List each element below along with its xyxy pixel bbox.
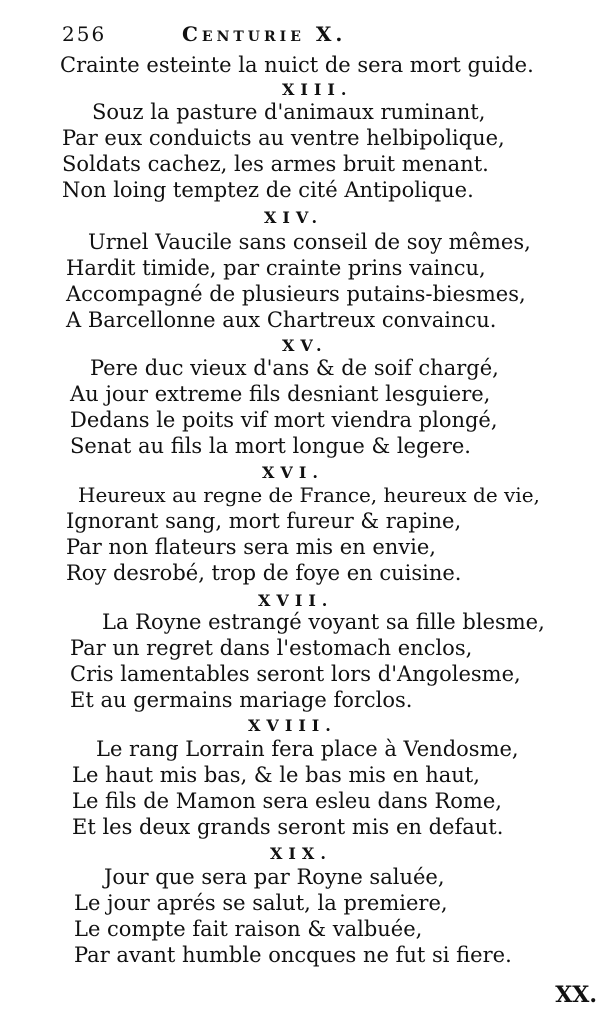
- quatrain-numeral: XIV.: [264, 208, 324, 227]
- verse-line: Roy desrobé, trop de foye en cuisine.: [66, 561, 462, 585]
- quatrain-numeral: XVII.: [258, 591, 334, 610]
- verse-line: Pere duc vieux d'ans & de soif chargé,: [90, 356, 499, 380]
- verse-line: Dedans le poits vif mort viendra plongé,: [70, 408, 498, 432]
- verse-line: Par eux conduicts au ventre helbipolique,: [62, 126, 505, 150]
- verse-line: Jour que sera par Royne saluée,: [104, 865, 445, 889]
- verse-line: Non loing temptez de cité Antipolique.: [62, 178, 474, 202]
- verse-line: Le fils de Mamon sera esleu dans Rome,: [72, 789, 502, 813]
- verse-line: Urnel Vaucile sans conseil de soy mêmes,: [88, 230, 531, 254]
- quatrain-numeral: XVI.: [262, 463, 324, 482]
- verse-line: Cris lamentables seront lors d'Angolesme,: [70, 662, 521, 686]
- verse-line: Et au germains mariage forclos.: [70, 688, 413, 712]
- verse-line: Par un regret dans l'estomach enclos,: [70, 636, 473, 660]
- page-number: 256: [62, 22, 107, 46]
- quatrain-numeral: XV.: [282, 336, 328, 355]
- verse-line: Souz la pasture d'animaux ruminant,: [92, 100, 486, 124]
- verse-line: Ignorant sang, mort fureur & rapine,: [66, 509, 462, 533]
- verse-line-carryover: Crainte esteinte la nuict de sera mort guide.: [60, 53, 534, 77]
- verse-line: Senat au fils la mort longue & legere.: [70, 434, 471, 458]
- verse-line: Hardit timide, par crainte prins vaincu,: [66, 256, 486, 280]
- verse-line: Et les deux grands seront mis en defaut.: [72, 815, 504, 839]
- verse-line: Heureux au regne de France, heureux de vie,: [78, 483, 540, 507]
- quatrain-numeral: XIX.: [270, 844, 332, 863]
- verse-line: Le jour aprés se salut, la premiere,: [74, 891, 448, 915]
- verse-line: Au jour extreme fils desniant lesguiere,: [70, 382, 491, 406]
- quatrain-numeral: XIII.: [282, 80, 353, 99]
- quatrain-numeral: XVIII.: [248, 716, 337, 735]
- verse-line: La Royne estrangé voyant sa fille blesme,: [102, 610, 545, 634]
- verse-line: Par non flateurs sera mis en envie,: [66, 535, 436, 559]
- catchword: XX.: [555, 982, 597, 1008]
- verse-line: Par avant humble oncques ne fut si fiere.: [74, 943, 512, 967]
- verse-line: A Barcellonne aux Chartreux convaincu.: [66, 308, 497, 332]
- verse-line: Accompagné de plusieurs putains-biesmes,: [66, 282, 526, 306]
- verse-line: Le compte fait raison & valbuée,: [74, 917, 423, 941]
- running-header: [62, 22, 582, 52]
- page-title: Centurie X.: [182, 22, 347, 46]
- verse-line: Le rang Lorrain fera place à Vendosme,: [96, 737, 519, 761]
- verse-line: Soldats cachez, les armes bruit menant.: [62, 152, 489, 176]
- verse-line: Le haut mis bas, & le bas mis en haut,: [72, 763, 480, 787]
